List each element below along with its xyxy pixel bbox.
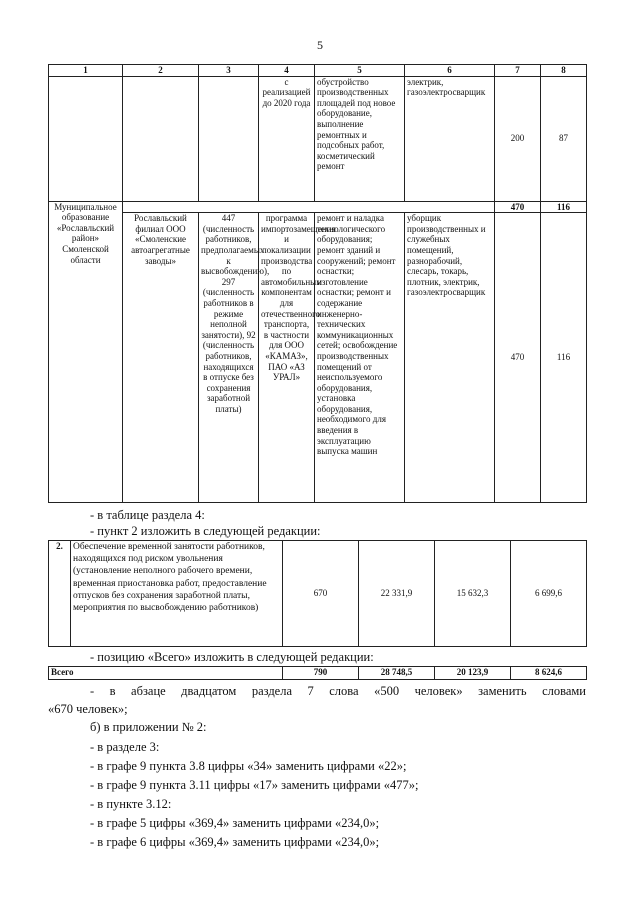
table-cell: с реализацией до 2020 года bbox=[259, 76, 315, 201]
table-row bbox=[49, 201, 587, 213]
table-cell: 790 bbox=[283, 667, 359, 680]
instruction-line: б) в приложении № 2: bbox=[90, 720, 207, 734]
instruction-line: - в графе 5 цифры «369,4» заменить цифрами «234,0»; bbox=[90, 816, 380, 830]
table-cell: Рославльский филиал ООО «Смоленские автоагрегатные заводы» bbox=[123, 213, 199, 503]
table-cell: 470 bbox=[495, 213, 541, 503]
table-cell: 15 632,3 bbox=[435, 541, 511, 647]
table-cell bbox=[123, 201, 495, 213]
col-header: 3 bbox=[199, 65, 259, 77]
instruction-line: - позицию «Всего» изложить в следующей редакции: bbox=[90, 650, 374, 664]
col-header: 7 bbox=[495, 65, 541, 77]
table-cell: 87 bbox=[541, 76, 587, 201]
instruction-line: - в таблице раздела 4: bbox=[90, 508, 205, 522]
section-table bbox=[48, 64, 587, 503]
table-row bbox=[49, 213, 587, 503]
table-cell: 8 624,6 bbox=[511, 667, 587, 680]
table-row bbox=[49, 667, 587, 680]
table-cell: ремонт и наладка технологического оборудования; ремонт зданий и сооружений; ремонт оснастки; изготовление оснастки; ремонт и содержание инженерно-технических коммуникационных сетей; освобождение производственных помещений от неиспользуемого оборудования, установка оборудования, необходимого для введения в эксплуатацию выпуска машин bbox=[315, 213, 405, 503]
total-label: Всего bbox=[49, 667, 283, 680]
table-cell: 200 bbox=[495, 76, 541, 201]
instruction-line: - в пункте 3.12: bbox=[90, 797, 172, 811]
instruction-line: - в графе 9 пункта 3.11 цифры «17» заменить цифрами «477»; bbox=[90, 778, 419, 792]
table-cell bbox=[199, 76, 259, 201]
instruction-line: - в графе 6 цифры «369,4» заменить цифрами «234,0»; bbox=[90, 835, 380, 849]
table-cell: 6 699,6 bbox=[511, 541, 587, 647]
region-cell: Муниципальное образование «Рославльский район» Смоленской области bbox=[49, 201, 123, 503]
region-total-cell: 116 bbox=[541, 201, 587, 213]
table-cell: 28 748,5 bbox=[359, 667, 435, 680]
instruction-line: - в абзаце двадцатом раздела 7 слова «500 человек» заменить словами bbox=[90, 684, 586, 698]
col-header: 4 bbox=[259, 65, 315, 77]
item-table bbox=[48, 540, 587, 647]
col-header: 5 bbox=[315, 65, 405, 77]
table-cell: 20 123,9 bbox=[435, 667, 511, 680]
region-total-cell: 470 bbox=[495, 201, 541, 213]
col-header: 8 bbox=[541, 65, 587, 77]
col-header: 2 bbox=[123, 65, 199, 77]
total-table bbox=[48, 666, 587, 680]
page-number: 5 bbox=[317, 38, 323, 52]
instruction-line: - пункт 2 изложить в следующей редакции: bbox=[90, 524, 321, 538]
table-cell: 670 bbox=[283, 541, 359, 647]
col-header: 6 bbox=[405, 65, 495, 77]
col-header: 1 bbox=[49, 65, 123, 77]
table-cell: 447 (численность работников, предполагаемых к высвобождению), 297 (численность работников в режиме неполной занятости), 92 (численность работников, находящихся в отпуске без сохранения заработной платы) bbox=[199, 213, 259, 503]
table-cell: 116 bbox=[541, 213, 587, 503]
item-number: 2. bbox=[49, 541, 71, 647]
table-cell: 22 331,9 bbox=[359, 541, 435, 647]
table-row bbox=[49, 541, 587, 647]
table-cell: уборщик производственных и служебных помещений, разнорабочий, слесарь, токарь, плотник, электрик, газоэлектросварщик bbox=[405, 213, 495, 503]
table-cell: программа импортозамещения и локализации производства по автомобильным компонентам для отечественного транспорта, в частности для ООО «КАМАЗ», ПАО «АЗ УРАЛ» bbox=[259, 213, 315, 503]
instruction-line: - в разделе 3: bbox=[90, 740, 160, 754]
table-cell: электрик, газоэлектросварщик bbox=[405, 76, 495, 201]
table-cell bbox=[123, 76, 199, 201]
instruction-line: «670 человек»; bbox=[48, 702, 128, 716]
table-cell bbox=[49, 76, 123, 201]
item-description: Обеспечение временной занятости работников, находящихся под риском увольнения (установление неполного рабочего времени, временная приостановка работ, предоставление отпусков без сохранения заработной платы, мероприятия по высвобождению работников) bbox=[71, 541, 283, 647]
instruction-line: - в графе 9 пункта 3.8 цифры «34» заменить цифрами «22»; bbox=[90, 759, 407, 773]
header-row bbox=[49, 65, 587, 77]
table-cell: обустройство производственных площадей под новое оборудование, выполнение ремонтных и подсобных работ, косметический ремонт bbox=[315, 76, 405, 201]
table-row bbox=[49, 76, 587, 201]
